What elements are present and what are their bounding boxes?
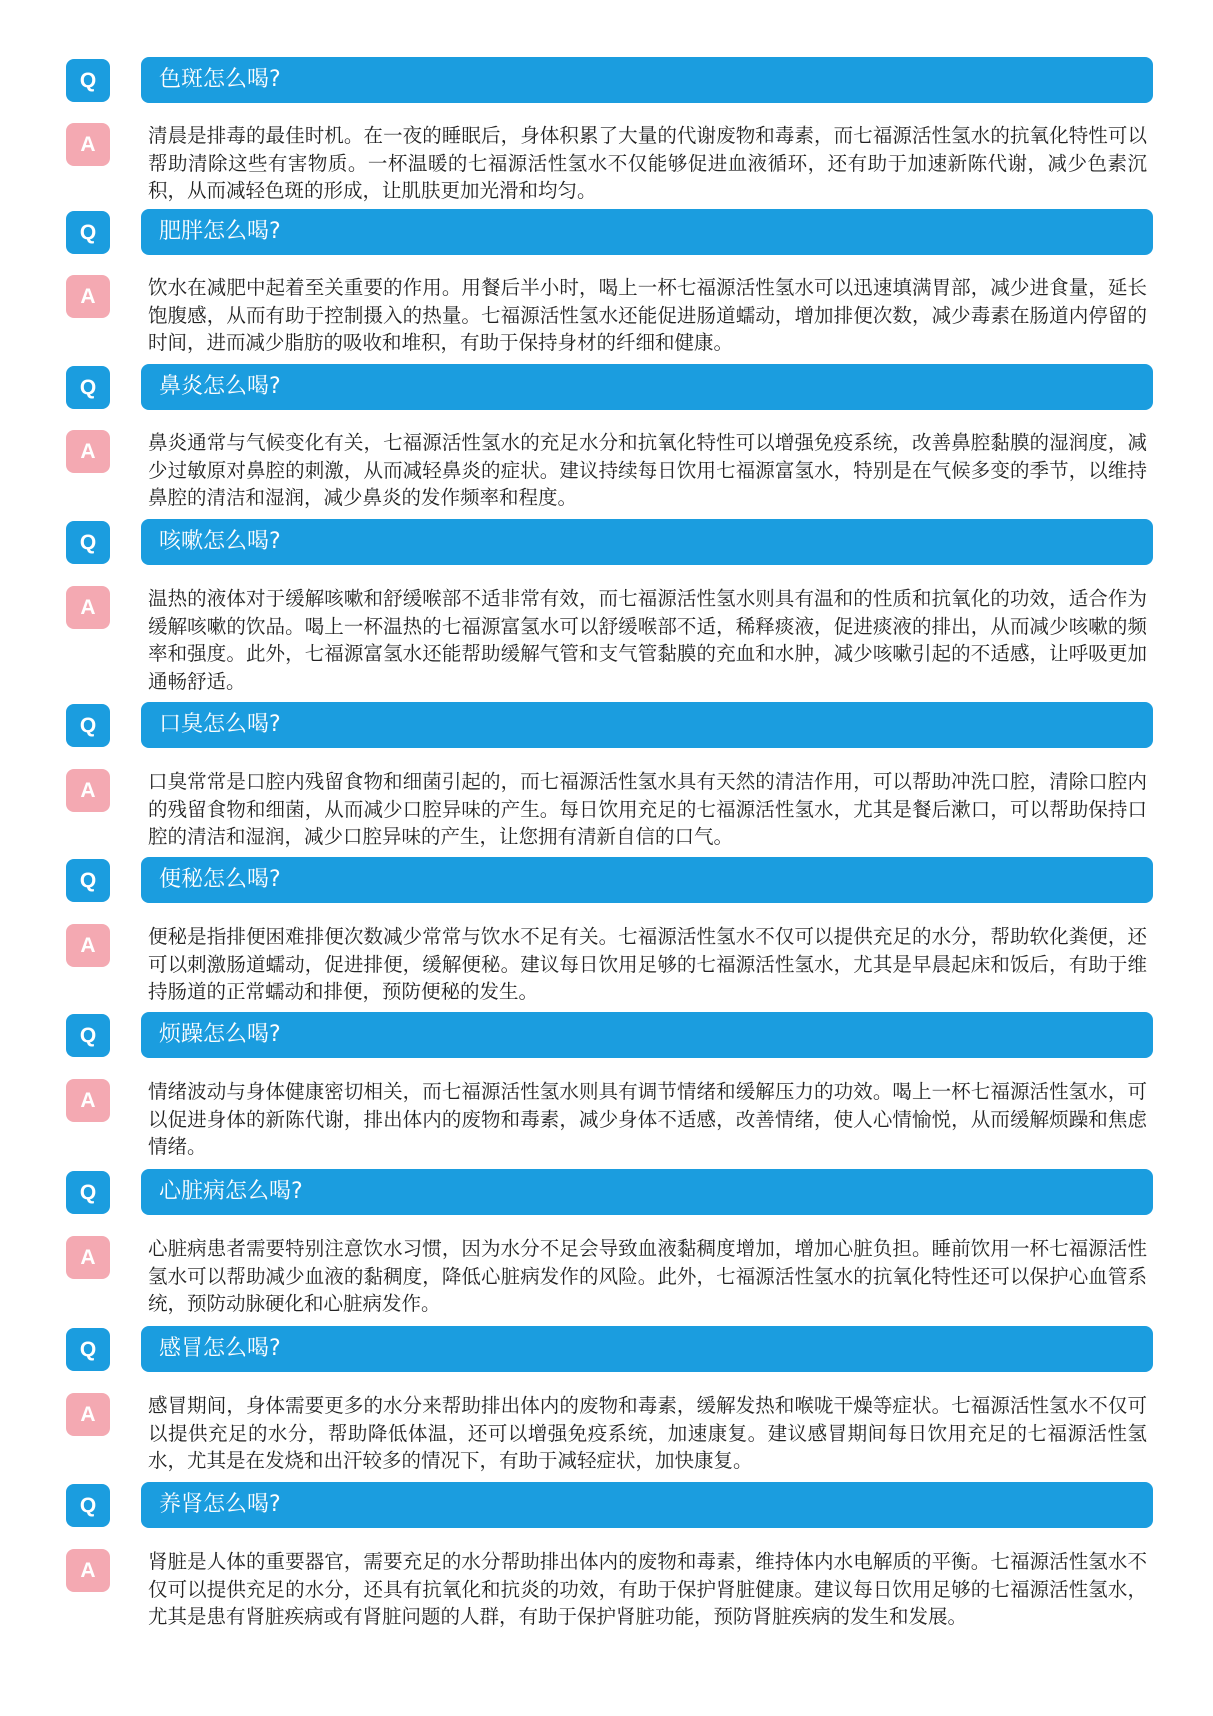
question-heading: 咳嗽怎么喝? bbox=[141, 519, 1153, 565]
question-heading: 感冒怎么喝? bbox=[141, 1326, 1153, 1372]
question-badge: Q bbox=[66, 211, 110, 254]
question-heading: 肥胖怎么喝? bbox=[141, 209, 1153, 255]
answer-text: 情绪波动与身体健康密切相关，而七福源活性氢水则具有调节情绪和缓解压力的功效。喝上一杯七福源活性氢水，可以促进身体的新陈代谢，排出体内的废物和毒素，减少身体不适感，改善情绪，使人心情愉悦，从而缓解烦躁和焦虑情绪。 bbox=[148, 1080, 1147, 1158]
question-badge: Q bbox=[66, 366, 110, 409]
question-heading: 色斑怎么喝? bbox=[141, 57, 1153, 103]
answer-badge: A bbox=[66, 123, 110, 166]
question-badge: Q bbox=[66, 1171, 110, 1214]
question-badge: Q bbox=[66, 704, 110, 747]
question-heading: 养肾怎么喝? bbox=[141, 1482, 1153, 1528]
question-heading: 鼻炎怎么喝? bbox=[141, 364, 1153, 410]
question-heading: 烦躁怎么喝? bbox=[141, 1012, 1153, 1058]
question-badge: Q bbox=[66, 1484, 110, 1527]
question-badge: Q bbox=[66, 1014, 110, 1057]
question-badge: Q bbox=[66, 521, 110, 564]
answer-text: 清晨是排毒的最佳时机。在一夜的睡眠后，身体积累了大量的代谢废物和毒素，而七福源活性氢水的抗氧化特性可以帮助清除这些有害物质。一杯温暖的七福源活性氢水不仅能够促进血液循环，还有助于加速新陈代谢，减少色素沉积，从而减轻色斑的形成，让肌肤更加光滑和均匀。 bbox=[148, 124, 1147, 202]
answer-badge: A bbox=[66, 586, 110, 629]
answer-text: 温热的液体对于缓解咳嗽和舒缓喉部不适非常有效，而七福源活性氢水则具有温和的性质和抗氧化的功效，适合作为缓解咳嗽的饮品。喝上一杯温热的七福源富氢水可以舒缓喉部不适，稀释痰液，促进痰液的排出，从而减少咳嗽的频率和强度。此外，七福源富氢水还能帮助缓解气管和支气管黏膜的充血和水肿，减少咳嗽引起的不适感，让呼吸更加通畅舒适。 bbox=[148, 587, 1147, 693]
answer-badge: A bbox=[66, 275, 110, 318]
answer-badge: A bbox=[66, 1393, 110, 1436]
answer-badge: A bbox=[66, 1549, 110, 1592]
answer-text: 感冒期间，身体需要更多的水分来帮助排出体内的废物和毒素，缓解发热和喉咙干燥等症状。七福源活性氢水不仅可以提供充足的水分，帮助降低体温，还可以增强免疫系统，加速康复。建议感冒期间每日饮用充足的七福源活性氢水，尤其是在发烧和出汗较多的情况下，有助于减轻症状，加快康复。 bbox=[148, 1394, 1147, 1472]
answer-badge: A bbox=[66, 1236, 110, 1279]
question-badge: Q bbox=[66, 1328, 110, 1371]
answer-badge: A bbox=[66, 1079, 110, 1122]
answer-text: 鼻炎通常与气候变化有关，七福源活性氢水的充足水分和抗氧化特性可以增强免疫系统，改善鼻腔黏膜的湿润度，减少过敏原对鼻腔的刺激，从而减轻鼻炎的症状。建议持续每日饮用七福源富氢水，特别是在气候多变的季节，以维持鼻腔的清洁和湿润，减少鼻炎的发作频率和程度。 bbox=[148, 431, 1147, 509]
question-badge: Q bbox=[66, 859, 110, 902]
answer-text: 肾脏是人体的重要器官，需要充足的水分帮助排出体内的废物和毒素，维持体内水电解质的平衡。七福源活性氢水不仅可以提供充足的水分，还具有抗氧化和抗炎的功效，有助于保护肾脏健康。建议每日饮用足够的七福源活性氢水，尤其是患有肾脏疾病或有肾脏问题的人群，有助于保护肾脏功能，预防肾脏疾病的发生和发展。 bbox=[148, 1550, 1147, 1628]
question-badge: Q bbox=[66, 59, 110, 102]
answer-text: 便秘是指排便困难排便次数减少常常与饮水不足有关。七福源活性氢水不仅可以提供充足的水分，帮助软化粪便，还可以刺激肠道蠕动，促进排便，缓解便秘。建议每日饮用足够的七福源活性氢水，尤其是早晨起床和饭后，有助于维持肠道的正常蠕动和排便，预防便秘的发生。 bbox=[148, 925, 1147, 1003]
answer-text: 心脏病患者需要特别注意饮水习惯，因为水分不足会导致血液黏稠度增加，增加心脏负担。睡前饮用一杯七福源活性氢水可以帮助减少血液的黏稠度，降低心脏病发作的风险。此外，七福源活性氢水的抗氧化特性还可以保护心血管系统，预防动脉硬化和心脏病发作。 bbox=[148, 1237, 1147, 1315]
question-heading: 心脏病怎么喝? bbox=[141, 1169, 1153, 1215]
answer-text: 饮水在减肥中起着至关重要的作用。用餐后半小时，喝上一杯七福源活性氢水可以迅速填满胃部，减少进食量，延长饱腹感，从而有助于控制摄入的热量。七福源活性氢水还能促进肠道蠕动，增加排便次数，减少毒素在肠道内停留的时间，进而减少脂肪的吸收和堆积，有助于保持身材的纤细和健康。 bbox=[148, 276, 1147, 354]
answer-badge: A bbox=[66, 430, 110, 473]
answer-badge: A bbox=[66, 769, 110, 812]
question-heading: 便秘怎么喝? bbox=[141, 857, 1153, 903]
answer-badge: A bbox=[66, 924, 110, 967]
answer-text: 口臭常常是口腔内残留食物和细菌引起的，而七福源活性氢水具有天然的清洁作用，可以帮助冲洗口腔，清除口腔内的残留食物和细菌，从而减少口腔异味的产生。每日饮用充足的七福源活性氢水，尤其是餐后漱口，可以帮助保持口腔的清洁和湿润，减少口腔异味的产生，让您拥有清新自信的口气。 bbox=[148, 770, 1147, 848]
question-heading: 口臭怎么喝? bbox=[141, 702, 1153, 748]
